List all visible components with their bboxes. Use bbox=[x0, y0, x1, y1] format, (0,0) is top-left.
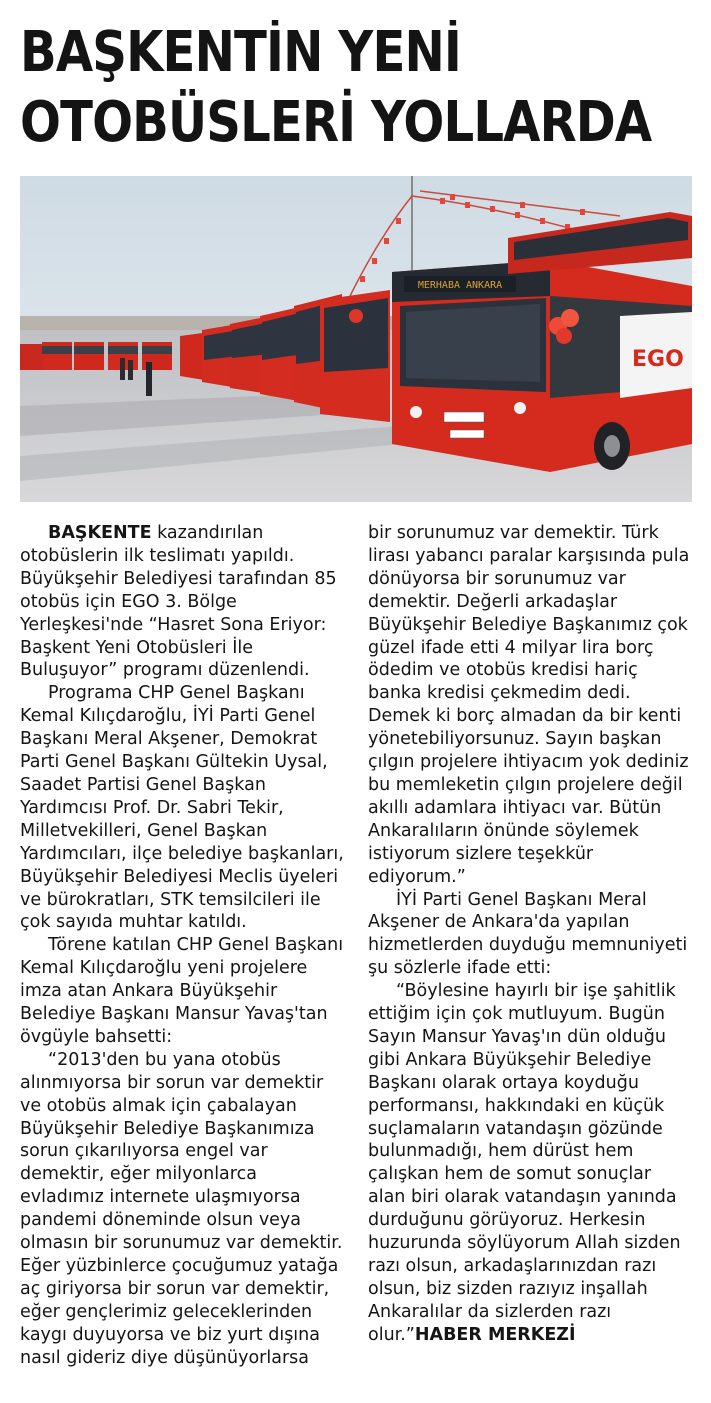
quote-kilicdaroglu-part2: bir sorunumuz var demektir. Türk lirası yabancı paralar karşısında pula dönüyorsa bir sorunumuz var demektir. Değerli arkadaşlar Büyükşehir Belediye Başkanımız çok güzel ifade etti 4 milyar lira borç ödedim ve otobüs kredisi hariç banka kredisi çekmedim dedi. Demek ki borç almadan da bir kenti yönetebiliyorsunuz. Sayın başkan çılgın projelere ihtiyacım yok dediniz bu memleketin çılgın projelere değil akıllı adamlara ihtiyacı var. Bütün Ankaralıların önünde söylemek istiyorum sizlere teşekkür ediyorum.” bbox=[368, 523, 690, 887]
paragraph-intro bbox=[20, 522, 346, 682]
quote-aksener-text: “Böylesine hayırlı bir işe şahitlik ettiğim için çok mutluyum. Bugün Sayın Mansur Yavaş'ın dün olduğu gibi Ankara Büyükşehir Belediye Başkanı olarak ortaya koyduğu performansı, hakkındaki en küçük suçlamaların vatandaşın gözünde bulunmadığı, hem dürüst hem çalışkan hem de somut sonuçlar alan biri olarak vatandaşın yanında durduğunu görüyoruz. Herkesin huzurunda söylüyorum Allah sizden razı olsun, arkadaşlarınızdan razı olsun, biz sizden razıyız inşallah Ankaralılar da sizlerden razı olur.” bbox=[368, 981, 681, 1345]
headline-line-1: BAŞKENTİN YENİ bbox=[20, 20, 461, 85]
main-bus bbox=[392, 260, 692, 472]
headline-line-2: OTOBÜSLERİ YOLLARDA bbox=[20, 90, 652, 155]
lead-word: BAŞKENTE bbox=[48, 523, 152, 543]
byline: HABER MERKEZİ bbox=[414, 1324, 576, 1345]
news-photo bbox=[20, 176, 692, 502]
article-column-left bbox=[20, 522, 346, 1370]
quote-kilicdaroglu-part1: “2013'den bu yana otobüs alınmıyorsa bir sorun var demektir ve otobüs almak için çabalayan Büyükşehir Belediye Başkanımıza sorun çıkarılıyorsa engel var demektir, eğer milyonlarca evladımız internete ulaşmıyorsa pandemi döneminde olsun veya olmasın bir sorunumuz var demektir. Eğer yüzbinlerce çocuğumuz yatağa aç giriyorsa bir sorun var demektir, eğer gençlerimiz geleceklerinden kaygı duyuyorsa ve biz yurt dışına nasıl gideriz diye düşünüyorlarsa bbox=[20, 1049, 343, 1368]
article-column-right bbox=[368, 522, 694, 1347]
paragraph-attendees: Programa CHP Genel Başkanı Kemal Kılıçdaroğlu, İYİ Parti Genel Başkanı Meral Akşener, Demokrat Parti Genel Başkanı Gültekin Uysal, Saadet Partisi Genel Başkan Yardımcısı Prof. Dr. Sabri Tekir, Milletvekilleri, Genel Başkan Yardımcıları, ilçe belediye başkanları, Büyükşehir Belediyesi Meclis üyeleri ve bürokratları, STK temsilcileri ile çok sayıda muhtar katıldı. bbox=[20, 683, 344, 933]
intro-text: kazandırılan otobüslerin ilk teslimatı yapıldı. Büyükşehir Belediyesi tarafından 85 otobüs için EGO 3. Bölge Yerleşkesi'nde “Hasret Sona Eriyor: Başkent Yeni Otobüsleri İle Buluşuyor” programı düzenlendi. bbox=[20, 523, 337, 681]
headline bbox=[20, 18, 652, 158]
paragraph-aksener: İYİ Parti Genel Başkanı Meral Akşener de Ankara'da yapılan hizmetlerden duyduğu memnuniyeti şu sözlerle ifade etti: bbox=[368, 889, 688, 979]
quote-aksener bbox=[368, 980, 694, 1347]
destination-sign: MERHABA ANKARA bbox=[417, 280, 503, 291]
brand-text: EGO bbox=[632, 347, 684, 372]
bus-lineup-illustration bbox=[20, 176, 692, 502]
paragraph-kilicdaroglu: Törene katılan CHP Genel Başkanı Kemal Kılıçdaroğlu yeni projelere imza atan Ankara Büyükşehir Belediye Başkanı Mansur Yavaş'tan övgüyle bahsetti: bbox=[20, 935, 344, 1047]
